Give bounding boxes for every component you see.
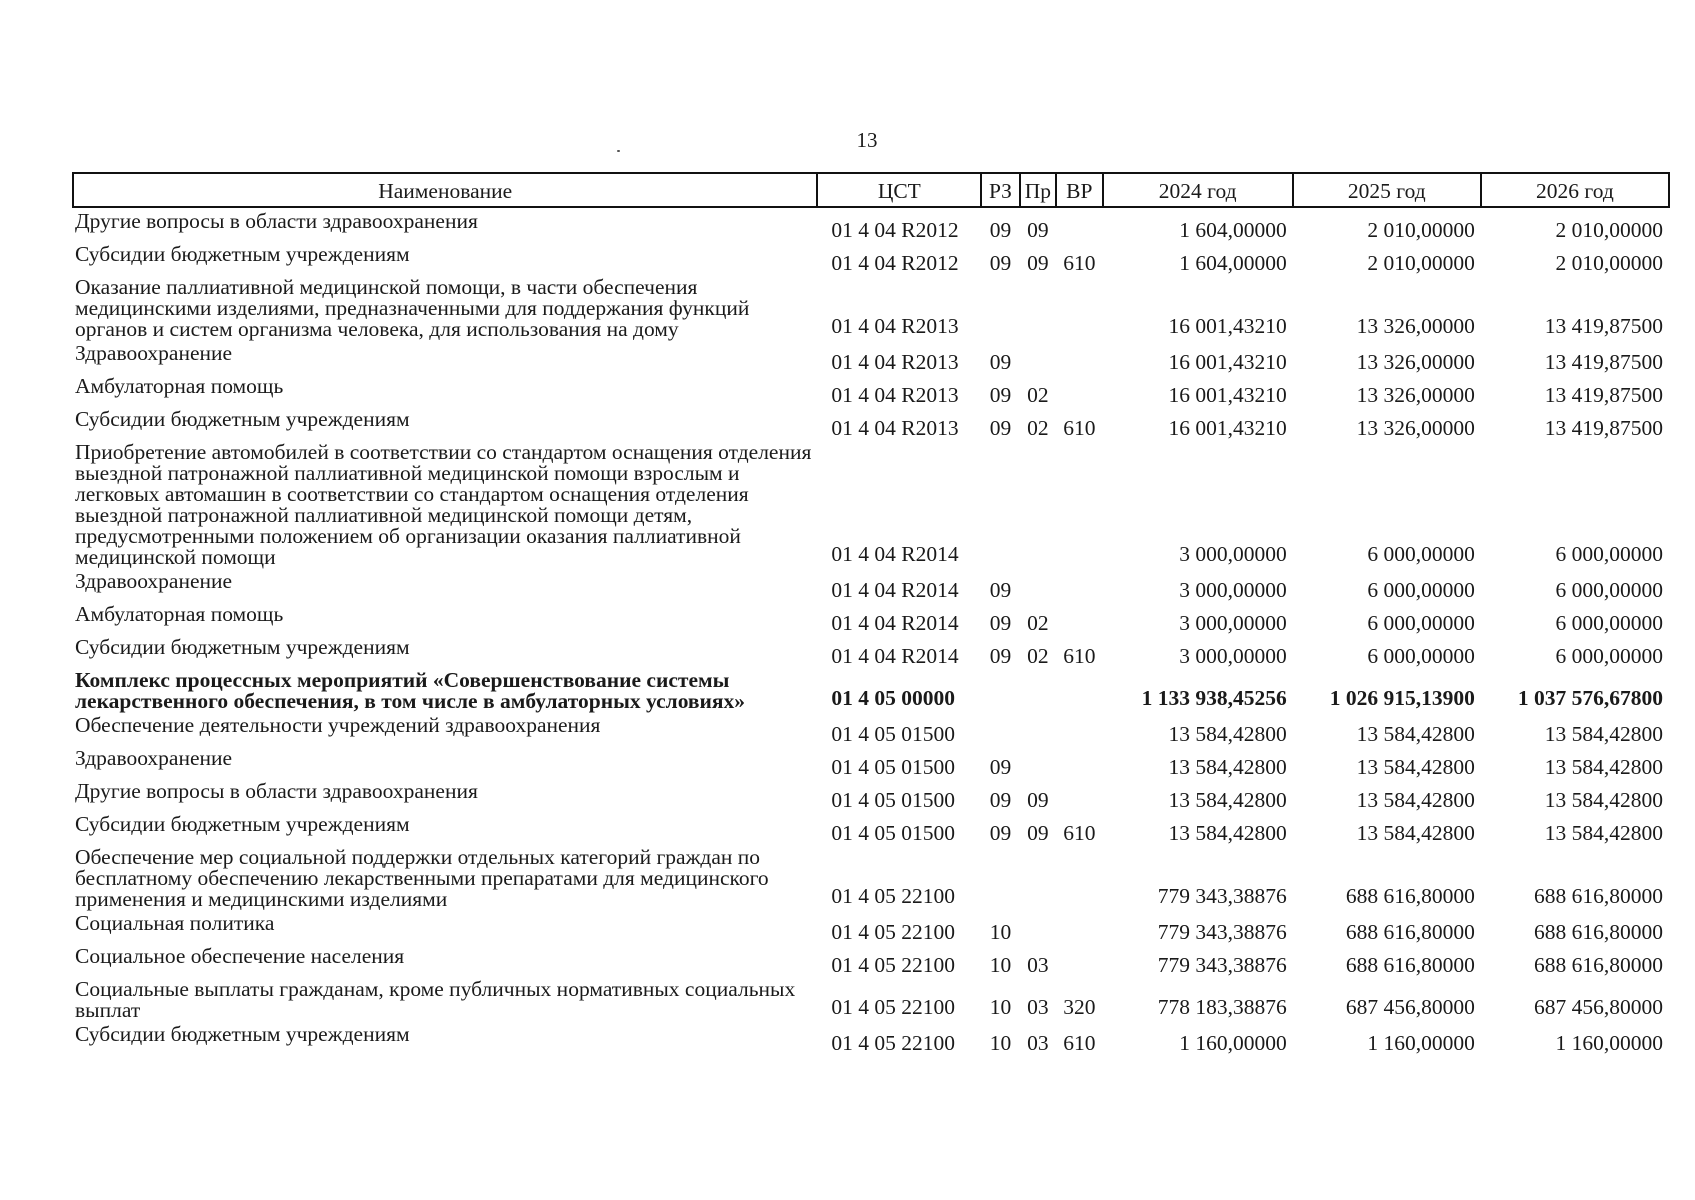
row-value-2026: 13 419,87500 [1544, 416, 1663, 440]
row-value-2024: 16 001,43210 [1168, 314, 1287, 338]
row-value-2025: 13 326,00000 [1356, 350, 1475, 374]
row-value-2025: 13 326,00000 [1356, 314, 1475, 338]
row-vr [1056, 844, 1103, 910]
row-name: Обеспечение мер социальной поддержки отдельных категорий граждан по бесплатному обеспечению лекарственными препаратами для медицинского применения и медицинскими изделиями [75, 845, 769, 911]
table-header-row [73, 173, 1669, 207]
row-value-2025: 2 010,00000 [1367, 218, 1475, 242]
row-pr: 03 [1027, 953, 1049, 977]
row-value-2024: 779 343,38876 [1157, 884, 1287, 908]
row-cst: 01 4 04 R2012 [831, 218, 959, 242]
row-cst: 01 4 05 00000 [831, 686, 956, 710]
row-pr: 02 [1027, 416, 1049, 440]
page-number: 13 [856, 128, 878, 152]
header-2026: 2026 год [1481, 173, 1669, 207]
row-cst: 01 4 05 22100 [831, 920, 956, 944]
row-value-2026: 13 419,87500 [1544, 350, 1663, 374]
row-value-2024: 1 133 938,45256 [1141, 686, 1287, 710]
table-row [73, 1021, 1669, 1054]
row-name: Другие вопросы в области здравоохранения [75, 209, 478, 233]
table-row [73, 340, 1669, 373]
table-row [73, 811, 1669, 844]
row-pr: 02 [1027, 644, 1049, 668]
row-value-2024: 13 584,42800 [1168, 755, 1287, 779]
row-cst: 01 4 05 22100 [831, 884, 956, 908]
scan-speck [617, 150, 620, 152]
row-rz: 09 [989, 611, 1012, 635]
row-value-2024: 1 604,00000 [1179, 218, 1287, 242]
row-pr: 09 [1027, 251, 1049, 275]
row-rz: 09 [989, 416, 1012, 440]
row-pr: 02 [1027, 383, 1049, 407]
row-value-2024: 779 343,38876 [1157, 953, 1287, 977]
row-value-2026: 6 000,00000 [1555, 578, 1663, 602]
row-rz: 09 [989, 644, 1012, 668]
row-pr [1020, 844, 1056, 910]
table-row [73, 943, 1669, 976]
row-vr [1056, 568, 1103, 601]
row-vr [1056, 910, 1103, 943]
table-row [73, 568, 1669, 601]
row-cst: 01 4 04 R2013 [831, 383, 959, 407]
row-rz [981, 439, 1019, 568]
row-vr: 320 [1063, 995, 1096, 1019]
row-pr: 03 [1027, 995, 1049, 1019]
row-value-2025: 1 026 915,13900 [1329, 686, 1475, 710]
row-pr: 09 [1027, 788, 1049, 812]
row-value-2026: 13 584,42800 [1544, 755, 1663, 779]
row-name: Здравоохранение [75, 569, 233, 593]
row-rz: 10 [989, 1031, 1012, 1055]
row-value-2026: 6 000,00000 [1555, 644, 1663, 668]
row-cst: 01 4 04 R2012 [831, 251, 959, 275]
row-pr [1020, 340, 1056, 373]
table-row [73, 712, 1669, 745]
row-vr: 610 [1063, 416, 1096, 440]
row-pr [1020, 667, 1056, 712]
row-pr: 03 [1027, 1031, 1049, 1055]
table-row [73, 976, 1669, 1021]
row-rz [981, 712, 1019, 745]
row-vr: 610 [1063, 251, 1096, 275]
row-name: Субсидии бюджетным учреждениям [75, 1022, 410, 1046]
row-value-2026: 687 456,80000 [1534, 995, 1663, 1019]
row-name: Обеспечение деятельности учреждений здравоохранения [75, 713, 601, 737]
row-cst: 01 4 04 R2014 [831, 644, 959, 668]
row-value-2025: 13 584,42800 [1356, 722, 1475, 746]
row-vr [1056, 601, 1103, 634]
budget-table [72, 172, 1670, 1054]
row-name: Оказание паллиативной медицинской помощи, в части обеспечения медицинскими изделиями, предназначенными для поддержания функций органов и систем организма человека, для использования на дому [75, 275, 750, 341]
row-rz: 09 [989, 821, 1012, 845]
row-pr [1020, 712, 1056, 745]
table-row [73, 601, 1669, 634]
row-value-2024: 1 160,00000 [1179, 1031, 1287, 1055]
row-pr [1020, 910, 1056, 943]
header-rz: РЗ [981, 173, 1019, 207]
row-value-2024: 13 584,42800 [1168, 788, 1287, 812]
row-cst: 01 4 04 R2013 [831, 314, 959, 338]
row-value-2025: 2 010,00000 [1367, 251, 1475, 275]
row-vr [1056, 667, 1103, 712]
row-value-2026: 1 037 576,67800 [1517, 686, 1663, 710]
row-pr [1020, 439, 1056, 568]
row-rz: 09 [989, 788, 1012, 812]
table-row [73, 634, 1669, 667]
row-value-2026: 13 584,42800 [1544, 821, 1663, 845]
row-cst: 01 4 05 01500 [831, 755, 956, 779]
row-rz [981, 844, 1019, 910]
row-cst: 01 4 05 01500 [831, 821, 956, 845]
row-vr [1056, 373, 1103, 406]
row-value-2025: 13 326,00000 [1356, 383, 1475, 407]
row-rz: 09 [989, 578, 1012, 602]
header-vr: ВР [1056, 173, 1103, 207]
row-value-2026: 2 010,00000 [1555, 218, 1663, 242]
row-value-2025: 687 456,80000 [1345, 995, 1475, 1019]
row-value-2026: 6 000,00000 [1555, 611, 1663, 635]
row-vr [1056, 712, 1103, 745]
row-vr: 610 [1063, 1031, 1096, 1055]
row-name: Приобретение автомобилей в соответствии со стандартом оснащения отделения выездной патронажной паллиативной медицинской помощи взрослым и легковых автомашин в соответствии со стандартом оснащения отделения выездной патронажной паллиативной медицинской помощи детям, предусмотренными положением об организации оказания паллиативной медицинской помощи [75, 440, 812, 569]
row-pr: 02 [1027, 611, 1049, 635]
table-row [73, 373, 1669, 406]
row-vr: 610 [1063, 644, 1096, 668]
table-row [73, 241, 1669, 274]
row-value-2024: 3 000,00000 [1179, 611, 1287, 635]
row-value-2024: 13 584,42800 [1168, 722, 1287, 746]
row-value-2026: 688 616,80000 [1534, 884, 1663, 908]
row-name: Социальные выплаты гражданам, кроме публичных нормативных социальных выплат [75, 977, 796, 1022]
row-name: Социальная политика [75, 911, 275, 935]
header-cst: ЦСТ [817, 173, 981, 207]
row-rz: 10 [989, 920, 1012, 944]
row-value-2024: 16 001,43210 [1168, 383, 1287, 407]
row-rz: 10 [989, 995, 1012, 1019]
row-name: Здравоохранение [75, 746, 233, 770]
table-row [73, 274, 1669, 340]
row-value-2026: 2 010,00000 [1555, 251, 1663, 275]
row-vr [1056, 439, 1103, 568]
row-cst: 01 4 04 R2014 [831, 542, 959, 566]
row-vr [1056, 207, 1103, 241]
row-value-2024: 3 000,00000 [1179, 644, 1287, 668]
row-name: Здравоохранение [75, 341, 233, 365]
table-row [73, 406, 1669, 439]
row-vr [1056, 778, 1103, 811]
row-vr [1056, 745, 1103, 778]
row-cst: 01 4 04 R2014 [831, 578, 959, 602]
row-value-2025: 13 584,42800 [1356, 821, 1475, 845]
row-value-2026: 688 616,80000 [1534, 920, 1663, 944]
row-value-2024: 3 000,00000 [1179, 578, 1287, 602]
table-row [73, 745, 1669, 778]
row-cst: 01 4 05 22100 [831, 953, 956, 977]
row-value-2026: 688 616,80000 [1534, 953, 1663, 977]
row-name: Субсидии бюджетным учреждениям [75, 635, 410, 659]
row-value-2025: 6 000,00000 [1367, 644, 1475, 668]
row-value-2025: 6 000,00000 [1367, 578, 1475, 602]
row-value-2024: 3 000,00000 [1179, 542, 1287, 566]
row-name: Социальное обеспечение населения [75, 944, 405, 968]
row-value-2024: 16 001,43210 [1168, 350, 1287, 374]
row-name: Амбулаторная помощь [75, 374, 284, 398]
row-value-2026: 1 160,00000 [1555, 1031, 1663, 1055]
row-value-2024: 778 183,38876 [1157, 995, 1287, 1019]
row-value-2024: 779 343,38876 [1157, 920, 1287, 944]
row-name: Субсидии бюджетным учреждениям [75, 407, 410, 431]
row-pr [1020, 568, 1056, 601]
row-pr [1020, 745, 1056, 778]
header-pr: Пр [1020, 173, 1056, 207]
row-cst: 01 4 05 01500 [831, 722, 956, 746]
table-row [73, 667, 1669, 712]
row-pr: 09 [1027, 218, 1049, 242]
row-value-2026: 13 419,87500 [1544, 314, 1663, 338]
row-rz: 09 [989, 350, 1012, 374]
row-cst: 01 4 04 R2014 [831, 611, 959, 635]
row-value-2025: 13 584,42800 [1356, 755, 1475, 779]
row-value-2024: 13 584,42800 [1168, 821, 1287, 845]
row-name: Другие вопросы в области здравоохранения [75, 779, 478, 803]
row-value-2026: 13 584,42800 [1544, 722, 1663, 746]
row-value-2025: 6 000,00000 [1367, 542, 1475, 566]
table-body [73, 207, 1669, 1054]
table-row [73, 778, 1669, 811]
row-pr: 09 [1027, 821, 1049, 845]
row-value-2026: 6 000,00000 [1555, 542, 1663, 566]
row-value-2025: 688 616,80000 [1345, 920, 1475, 944]
row-value-2026: 13 419,87500 [1544, 383, 1663, 407]
row-rz: 09 [989, 251, 1012, 275]
header-2025: 2025 год [1293, 173, 1481, 207]
row-name: Субсидии бюджетным учреждениям [75, 242, 410, 266]
row-rz [981, 274, 1019, 340]
row-value-2025: 13 584,42800 [1356, 788, 1475, 812]
row-rz: 09 [989, 218, 1012, 242]
header-2024: 2024 год [1103, 173, 1293, 207]
row-rz: 09 [989, 383, 1012, 407]
row-value-2025: 13 326,00000 [1356, 416, 1475, 440]
row-rz: 09 [989, 755, 1012, 779]
row-value-2026: 13 584,42800 [1544, 788, 1663, 812]
row-name: Комплекс процессных мероприятий «Совершенствование системы лекарственного обеспечения, в том числе в амбулаторных условиях» [75, 668, 746, 713]
row-value-2024: 1 604,00000 [1179, 251, 1287, 275]
table-row [73, 844, 1669, 910]
table-row [73, 910, 1669, 943]
row-cst: 01 4 04 R2013 [831, 416, 959, 440]
row-pr [1020, 274, 1056, 340]
row-value-2025: 1 160,00000 [1367, 1031, 1475, 1055]
row-name: Амбулаторная помощь [75, 602, 284, 626]
row-rz: 10 [989, 953, 1012, 977]
row-cst: 01 4 05 22100 [831, 1031, 956, 1055]
row-value-2025: 6 000,00000 [1367, 611, 1475, 635]
row-vr: 610 [1063, 821, 1096, 845]
row-cst: 01 4 04 R2013 [831, 350, 959, 374]
row-value-2025: 688 616,80000 [1345, 953, 1475, 977]
table-row [73, 439, 1669, 568]
row-vr [1056, 943, 1103, 976]
row-cst: 01 4 05 01500 [831, 788, 956, 812]
table-row [73, 207, 1669, 241]
header-name: Наименование [73, 173, 817, 207]
row-rz [981, 667, 1019, 712]
row-vr [1056, 274, 1103, 340]
row-value-2025: 688 616,80000 [1345, 884, 1475, 908]
row-vr [1056, 340, 1103, 373]
row-value-2024: 16 001,43210 [1168, 416, 1287, 440]
row-name: Субсидии бюджетным учреждениям [75, 812, 410, 836]
row-cst: 01 4 05 22100 [831, 995, 956, 1019]
